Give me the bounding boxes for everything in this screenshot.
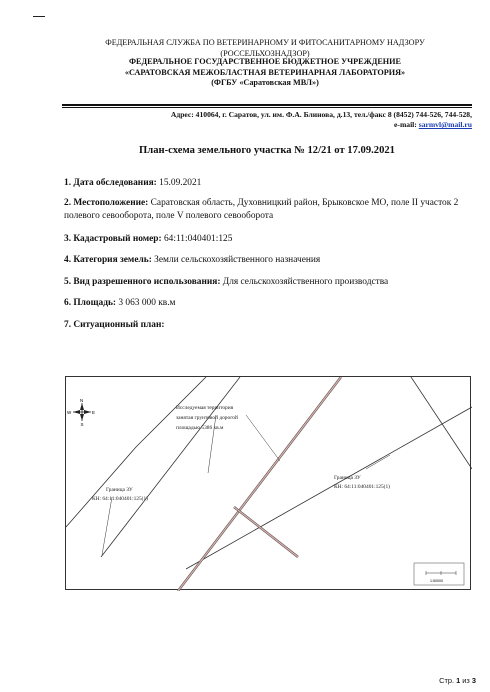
email-line <box>60 120 472 130</box>
item-label: 3. Кадастровый номер: <box>64 234 162 244</box>
email-label: e-mail: <box>394 120 417 129</box>
item-label: 1. Дата обследования: <box>64 178 157 188</box>
item-permitted-use <box>64 276 474 289</box>
page-total: 3 <box>471 676 476 685</box>
header-rule-thin <box>62 107 472 108</box>
item-value: 3 063 000 кв.м <box>118 298 176 308</box>
item-value: Для сельскохозяйственного производства <box>222 277 389 287</box>
boundary-right-label-1: Граница ЗУ <box>334 475 361 481</box>
institution-short-name: (ФГБУ «Саратовская МВЛ») <box>211 78 319 88</box>
item-situation-plan <box>64 319 474 332</box>
plot-boundary-line <box>66 377 206 527</box>
address-line: Адрес: 410064, г. Саратов, ул. им. Ф.А. Блинова, д.13, тел./факс 8 (8452) 744-526, 744-528, <box>170 110 472 119</box>
compass-east-label: E <box>92 410 96 415</box>
item-label: 6. Площадь: <box>64 298 117 308</box>
boundary-right-label-2: КН: 64:11:040401:125(1) <box>334 484 390 490</box>
plot-boundary-line <box>411 377 472 469</box>
item-value: Саратовская область, Духовницкий район, Брыковское МО, поле II участок 2 полевого севооборота, поле V полевого севооборота <box>64 198 459 221</box>
road-label-line-1: Исследуемая территория <box>176 405 234 411</box>
map-canvas <box>66 377 472 591</box>
plot-boundary-line <box>186 407 472 569</box>
item-value: 64:11:040401:125 <box>163 234 233 244</box>
item-inspection-date <box>64 177 474 190</box>
institution-line-1: ФЕДЕРАЛЬНОЕ ГОСУДАРСТВЕННОЕ БЮДЖЕТНОЕ УЧРЕЖДЕНИЕ <box>128 57 401 66</box>
boundary-left-label-2: КН: 64:11:040401:125(1) <box>92 496 148 502</box>
institution-header <box>55 57 475 89</box>
road-label-line-2: занятая грунтовой дорогой <box>176 415 238 421</box>
item-value: 15.09.2021 <box>159 178 202 188</box>
compass-west-label: W <box>67 410 72 415</box>
dirt-road <box>234 507 298 557</box>
road-label-leader <box>246 415 280 461</box>
page-footer <box>439 676 476 685</box>
document-title: План-схема земельного участка № 12/21 от 17.09.2021 <box>139 145 395 156</box>
compass-north-label: N <box>80 398 84 403</box>
header-rule-thick <box>62 104 472 106</box>
address-block <box>60 110 472 130</box>
item-label: 4. Категория земель: <box>64 255 152 265</box>
scale-text: 1:50000 <box>430 579 443 583</box>
item-value: Земли сельскохозяйственного назначения <box>154 255 321 265</box>
scale-block <box>414 563 464 585</box>
compass-south-label: S <box>80 422 84 427</box>
road-label-line-3: площадью 5386 кв.м <box>176 425 224 431</box>
plot-boundary-line <box>101 377 240 557</box>
item-cadastral-number <box>64 233 474 246</box>
item-land-category <box>64 254 474 267</box>
corner-mark <box>33 16 45 17</box>
situation-plan-map <box>65 376 471 590</box>
item-label: 2. Местоположение: <box>64 198 149 208</box>
agency-name: ФЕДЕРАЛЬНАЯ СЛУЖБА ПО ВЕТЕРИНАРНОМУ И ФИТОСАНИТАРНОМУ НАДЗОРУ <box>105 38 425 47</box>
boundary-label-leader <box>102 497 112 555</box>
institution-line-2: «САРАТОВСКАЯ МЕЖОБЛАСТНАЯ ВЕТЕРИНАРНАЯ ЛАБОРАТОРИЯ» <box>124 67 406 77</box>
road-label-leader <box>208 415 216 473</box>
page-word: Стр. <box>439 676 455 685</box>
item-location <box>64 197 474 222</box>
item-label: 7. Ситуационный план: <box>64 320 165 330</box>
of-word: из <box>462 676 470 685</box>
agency-short-name: (РОССЕЛЬХОЗНАДЗОР) <box>220 48 310 58</box>
email-link[interactable]: sarmvl@mail.ru <box>418 120 472 129</box>
item-area <box>64 297 474 310</box>
boundary-left-label-1: Граница ЗУ <box>106 487 133 493</box>
agency-header <box>55 38 475 59</box>
item-label: 5. Вид разрешенного использования: <box>64 277 221 287</box>
boundary-label-leader <box>366 455 390 469</box>
compass-icon <box>67 398 95 427</box>
page-number: 1 <box>456 676 461 685</box>
